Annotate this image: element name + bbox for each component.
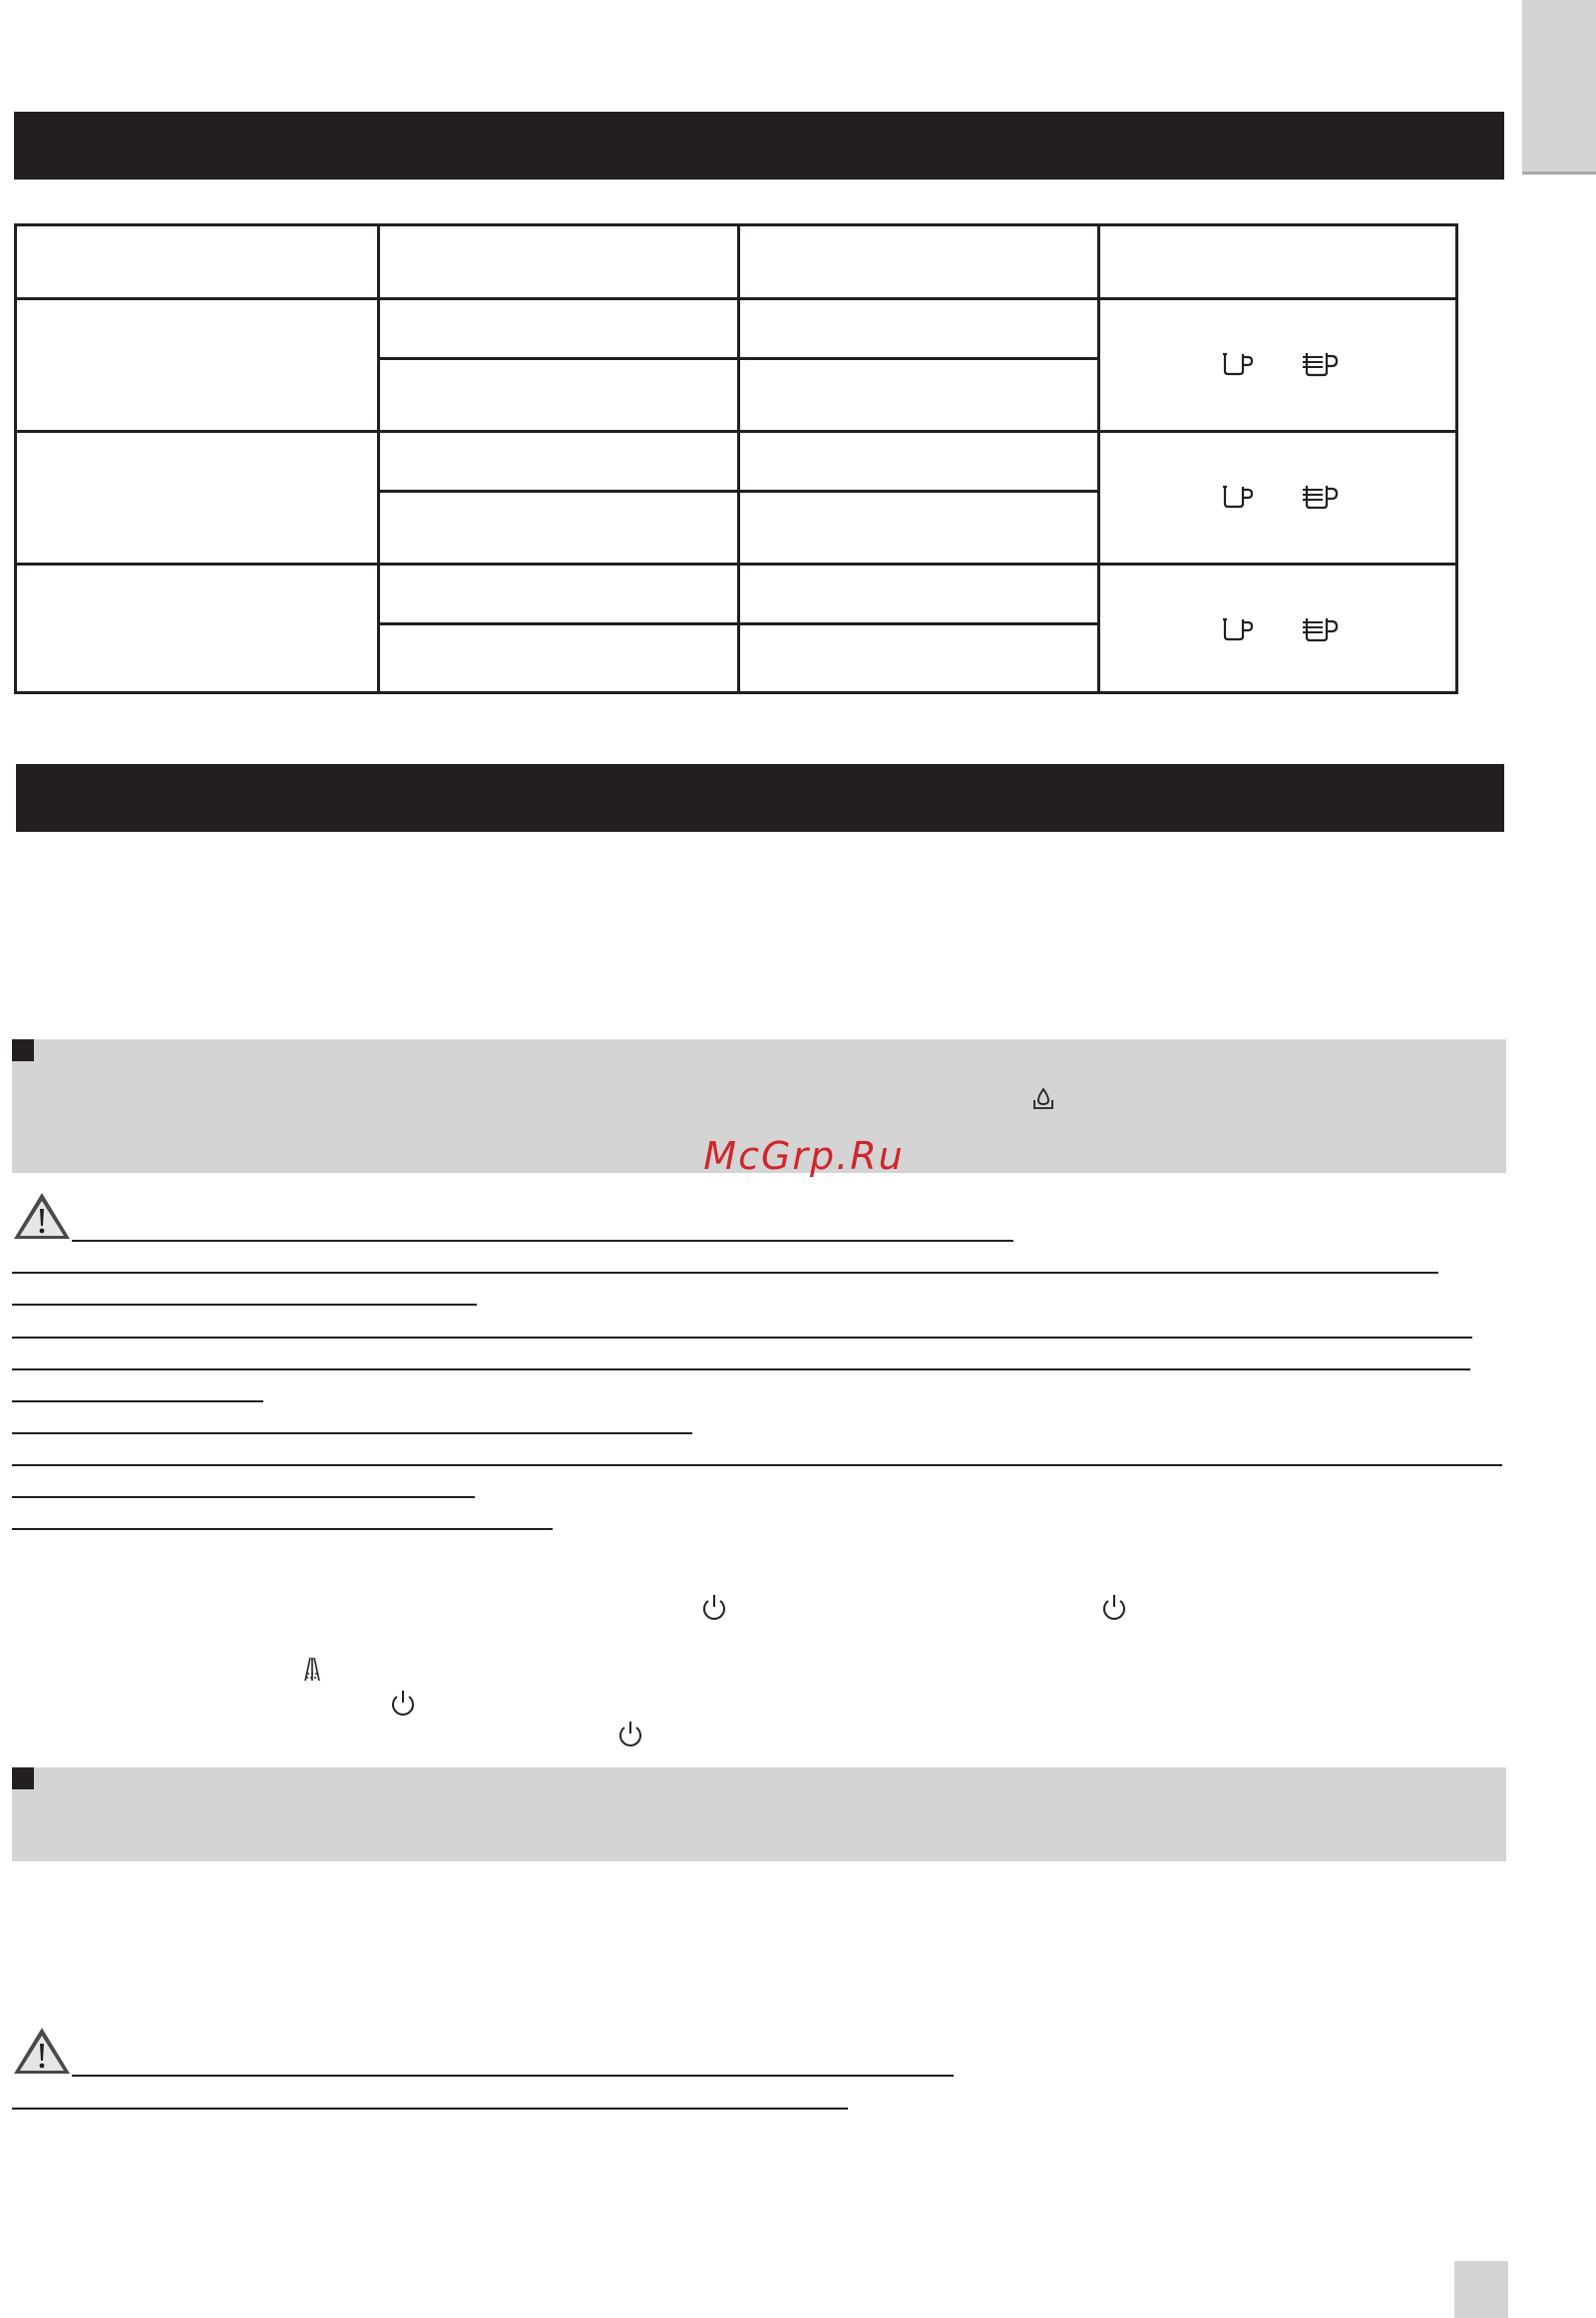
warning-text-line bbox=[12, 1464, 1502, 1466]
chapter-side-tab bbox=[1522, 0, 1596, 175]
power-icon bbox=[700, 1592, 728, 1622]
section-header-bar-2 bbox=[16, 764, 1504, 832]
table-header-divider bbox=[17, 297, 1455, 300]
warning-text-line bbox=[12, 1496, 475, 1498]
power-icon bbox=[389, 1688, 417, 1718]
power-icon bbox=[1100, 1592, 1128, 1622]
table-subrow-divider bbox=[377, 490, 1100, 493]
large-mug-icon bbox=[1302, 483, 1342, 511]
warning-text-line bbox=[12, 1272, 1438, 1274]
small-cup-icon bbox=[1222, 615, 1256, 641]
table-subrow-divider bbox=[377, 357, 1100, 360]
small-cup-icon bbox=[1222, 483, 1256, 509]
watermark: McGrp.Ru bbox=[703, 1134, 905, 1178]
warning-text-line bbox=[12, 1337, 1472, 1339]
section-header-bar-1 bbox=[14, 112, 1504, 180]
warning-text-line bbox=[12, 1432, 692, 1434]
table-subrow-divider bbox=[377, 622, 1100, 625]
large-mug-icon bbox=[1302, 615, 1342, 643]
warning-text-line bbox=[12, 1368, 1470, 1370]
table-row-divider bbox=[17, 563, 1455, 566]
warning-text-line bbox=[12, 2108, 848, 2110]
warning-text-line bbox=[72, 2075, 954, 2077]
warning-text-line bbox=[12, 1528, 553, 1530]
power-icon bbox=[616, 1719, 644, 1748]
note-bullet-square bbox=[12, 1039, 34, 1061]
warning-text-line bbox=[12, 1400, 263, 1402]
small-cup-icon bbox=[1222, 350, 1256, 376]
note-bullet-square bbox=[12, 1767, 34, 1789]
page-number-box bbox=[1454, 2261, 1508, 2318]
warning-triangle-icon bbox=[12, 1191, 72, 1241]
warning-text-line bbox=[12, 1304, 477, 1306]
water-drop-icon bbox=[1031, 1086, 1055, 1112]
note-panel-2 bbox=[12, 1767, 1506, 1861]
table-row-divider bbox=[17, 430, 1455, 433]
large-mug-icon bbox=[1302, 350, 1342, 378]
steam-nozzle-icon bbox=[300, 1656, 324, 1684]
beverage-settings-table bbox=[14, 223, 1458, 694]
warning-text-line bbox=[72, 1240, 1013, 1242]
warning-triangle-icon bbox=[12, 2026, 72, 2076]
